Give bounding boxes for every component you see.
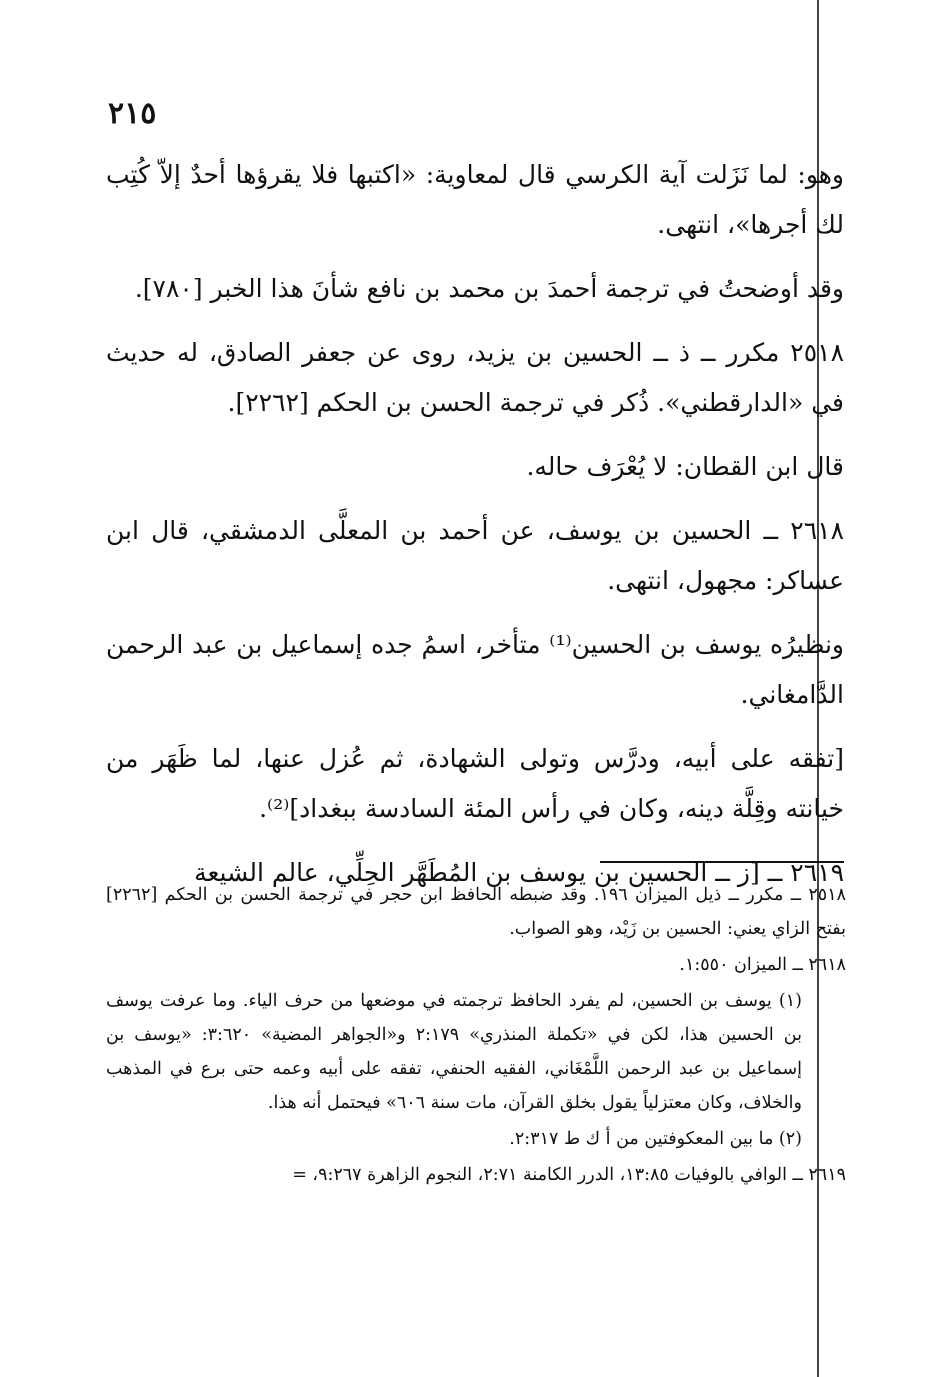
paragraph-2: وقد أوضحتُ في ترجمة أحمدَ بن محمد بن نافع شأنَ هذا الخبر [٧٨٠].: [134, 274, 844, 303]
footnote-2618: ٢٦١٨ ــ الميزان ١:٥٥٠.: [679, 955, 846, 975]
footnote-2: (٢) ما بين المعكوفتين من أ ك ط ٢:٣١٧.: [509, 1129, 802, 1149]
footnote-separator: [600, 861, 844, 863]
footnote-1: (١) يوسف بن الحسين، لم يفرد الحافظ ترجمته في موضعها من حرف الياء. وما عرفت يوسف بن الحسين هذا، لكن في «تكملة المنذري» ٢:١٧٩ و«الجواهر المضية» ٣:٦٢٠: «يوسف بن إسماعيل بن عبد الرحمن اللَّمْغَاني، الفقيه الحنفي، تفقه على أبيه وعمه حتى برع في المذهب والخلاف، وكان معتزلياً يقول بخلق القرآن، مات سنة ٦٠٦» فيحتمل أنه هذا.: [106, 991, 802, 1113]
paragraph-4: قال ابن القطان: لا يُعْرَف حاله.: [526, 452, 844, 481]
page-number: ٢١٥: [108, 96, 157, 131]
footnotes: [106, 878, 846, 1194]
footnote-2619: ٢٦١٩ ــ الوافي بالوفيات ١٣:٨٥، الدرر الكامنة ٢:٧١، النجوم الزاهرة ٩:٢٦٧، =: [292, 1165, 846, 1185]
paragraph-6: ونظيرُه يوسف بن الحسين⁽¹⁾ متأخر، اسمُ جده إسماعيل بن عبد الرحمن الدَّامغاني.: [106, 630, 844, 709]
entry-2518: ٢٥١٨ مكرر ــ ذ ــ الحسين بن يزيد، روى عن جعفر الصادق، له حديث في «الدارقطني». ذُكر في ترجمة الحسن بن الحكم [٢٢٦٢].: [106, 338, 844, 417]
paragraph-1: وهو: لما نَزَلت آية الكرسي قال لمعاوية: «اكتبها فلا يقرؤها أحدٌ إلاّ كُتِب لك أجرها»، انتهى.: [106, 160, 844, 239]
paragraph-7: [تفقه على أبيه، ودرَّس وتولى الشهادة، ثم عُزل عنها، لما ظَهَر من خيانته وقِلَّة دينه، وكان في رأس المئة السادسة ببغداد]⁽²⁾.: [106, 744, 844, 823]
entry-2618: ٢٦١٨ ــ الحسين بن يوسف، عن أحمد بن المعلَّى الدمشقي، قال ابن عساكر: مجهول، انتهى.: [106, 516, 844, 595]
main-text: [106, 150, 844, 912]
footnote-2518: ٢٥١٨ ــ مكرر ــ ذيل الميزان ١٩٦. وقد ضبطه الحافظ ابن حجر في ترجمة الحسن بن الحكم [٢٢٦٢] بفتح الزاي يعني: الحسين بن زَيْد، وهو الصواب.: [106, 885, 846, 939]
entry-2619: ٢٦١٩ ــ [ز ــ الحسين بن يوسف بن المُطَهَّر الحِلِّي، عالم الشيعة: [194, 858, 844, 887]
